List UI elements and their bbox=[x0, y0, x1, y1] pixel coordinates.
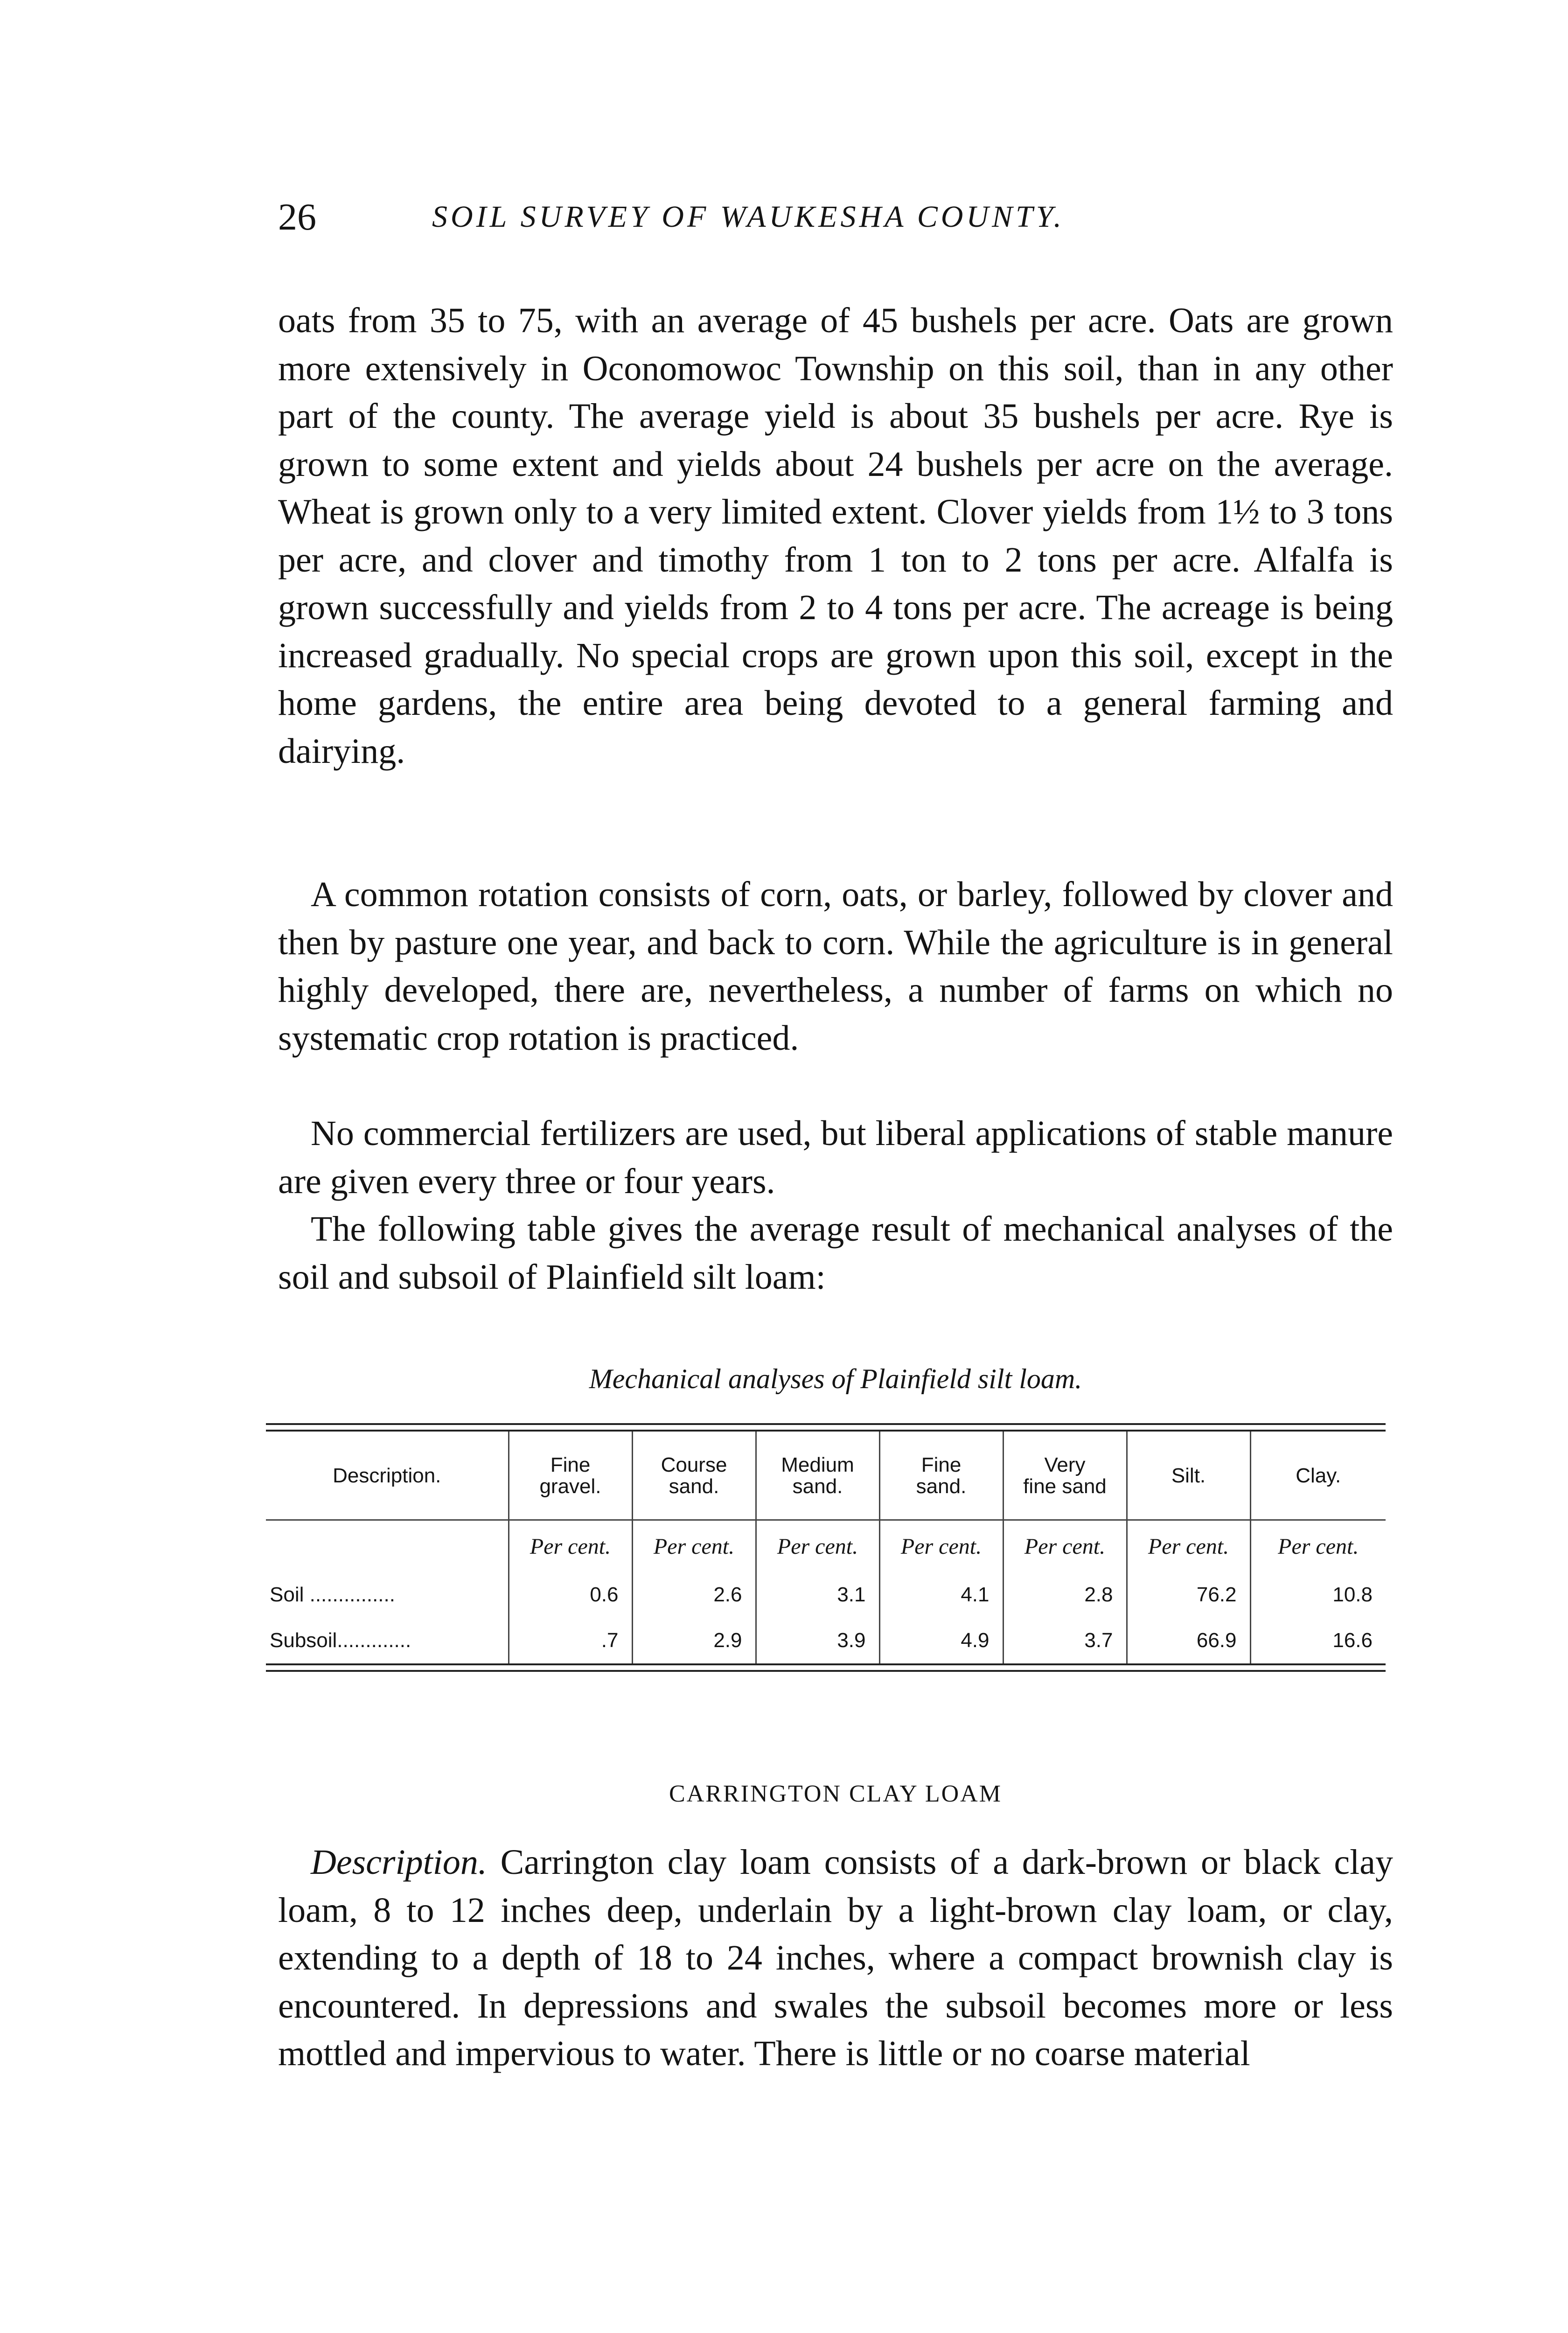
unit-cell: Per cent. bbox=[1003, 1521, 1127, 1572]
page-header bbox=[278, 196, 1211, 238]
value-cell: 3.7 bbox=[1003, 1618, 1127, 1663]
col-header-medium-sand bbox=[756, 1432, 879, 1520]
unit-cell: Per cent. bbox=[632, 1521, 756, 1572]
table-row-soil bbox=[266, 1572, 1386, 1618]
paragraph-rotation: A common rotation consists of corn, oats, or barley, followed by clover and then by pasture one year, and back to corn. While the agriculture is in general highly developed, there are, nevertheless, a number of farms on which no systematic crop rotation is practiced. bbox=[278, 875, 1393, 1058]
col-header-line: Very bbox=[1044, 1453, 1086, 1476]
value-cell: 0.6 bbox=[509, 1572, 632, 1618]
unit-cell: Per cent. bbox=[509, 1521, 632, 1572]
col-header-description: Description. bbox=[333, 1464, 441, 1487]
col-header-line: sand. bbox=[916, 1475, 967, 1498]
col-header-clay: Clay. bbox=[1250, 1432, 1386, 1520]
table-row-subsoil bbox=[266, 1618, 1386, 1663]
value-cell: .7 bbox=[509, 1618, 632, 1663]
value-cell: 4.1 bbox=[879, 1572, 1003, 1618]
units-label-cell bbox=[266, 1521, 509, 1572]
col-header-line: sand. bbox=[792, 1475, 843, 1498]
unit-cell: Per cent. bbox=[879, 1521, 1003, 1572]
value-cell: 2.9 bbox=[632, 1618, 756, 1663]
col-header-line: Fine bbox=[550, 1453, 591, 1476]
value-cell: 2.8 bbox=[1003, 1572, 1127, 1618]
col-header-line: gravel. bbox=[539, 1475, 601, 1498]
paragraph-fertilizers: No commercial fertilizers are used, but liberal applications of stable manure are given every three or four years. bbox=[278, 1114, 1393, 1201]
run-in-heading: Description. bbox=[311, 1843, 487, 1882]
col-header-line: Fine bbox=[921, 1453, 962, 1476]
unit-cell: Per cent. bbox=[1127, 1521, 1250, 1572]
col-header-fine-sand bbox=[879, 1432, 1003, 1520]
page-number: 26 bbox=[278, 196, 316, 238]
analysis-table bbox=[266, 1432, 1386, 1663]
value-cell: 16.6 bbox=[1250, 1618, 1386, 1663]
col-header-silt: Silt. bbox=[1127, 1432, 1250, 1520]
value-cell: 10.8 bbox=[1250, 1572, 1386, 1618]
units-row bbox=[266, 1521, 1386, 1572]
unit-cell: Per cent. bbox=[1250, 1521, 1386, 1572]
running-title: SOIL SURVEY OF WAUKESHA COUNTY. bbox=[432, 200, 1065, 234]
description-text: Carrington clay loam consists of a dark-brown or black clay loam, 8 to 12 inches deep, underlain by a light-brown clay loam, or clay, extending to a depth of 18 to 24 inches, where a compact brownish clay is encountered. In depressions and swales the subsoil becomes more or less mottled and impervious to water. There is little or no coarse material bbox=[278, 1843, 1393, 2073]
mechanical-analysis-table bbox=[266, 1423, 1386, 1672]
value-cell: 3.9 bbox=[756, 1618, 879, 1663]
col-header-line: Medium bbox=[781, 1453, 854, 1476]
col-header-very-fine-sand bbox=[1003, 1432, 1127, 1520]
table-top-rule bbox=[266, 1423, 1386, 1432]
section-heading: CARRINGTON CLAY LOAM bbox=[669, 1781, 1002, 1807]
table-header-row bbox=[266, 1432, 1386, 1520]
paragraph-crop-yields: oats from 35 to 75, with an average of 45 bushels per acre. Oats are grown more extensively in Oconomowoc Township on this soil, than in any other part of the county. The average yield is about 35 bushels per acre. Rye is grown to some extent and yields about 24 bushels per acre on the average. Wheat is grown only to a very limited extent. Clover yields from 1½ to 3 tons per acre, and clover and timothy from 1 ton to 2 tons per acre. Alfalfa is grown successfully and yields from 2 to 4 tons per acre. The acreage is being increased gradually. No special crops are grown upon this soil, except in the home gardens, the entire area being devoted to a general farming and dairying. bbox=[278, 301, 1393, 771]
value-cell: 66.9 bbox=[1127, 1618, 1250, 1663]
col-header-line: sand. bbox=[669, 1475, 719, 1498]
value-cell: 2.6 bbox=[632, 1572, 756, 1618]
col-header-fine-gravel bbox=[509, 1432, 632, 1520]
table-bottom-rule bbox=[266, 1663, 1386, 1672]
row-label: Subsoil............. bbox=[270, 1629, 411, 1652]
value-cell: 76.2 bbox=[1127, 1572, 1250, 1618]
value-cell: 4.9 bbox=[879, 1618, 1003, 1663]
paragraph-table-intro: The following table gives the average result of mechanical analyses of the soil and subsoil of Plainfield silt loam: bbox=[278, 1209, 1393, 1297]
value-cell: 3.1 bbox=[756, 1572, 879, 1618]
row-label: Soil ............... bbox=[270, 1583, 395, 1606]
unit-cell: Per cent. bbox=[756, 1521, 879, 1572]
col-header-line: fine sand bbox=[1023, 1475, 1107, 1498]
col-header-line: Course bbox=[661, 1453, 727, 1476]
table-caption: Mechanical analyses of Plainfield silt loam. bbox=[589, 1363, 1082, 1394]
col-header-course-sand bbox=[632, 1432, 756, 1520]
paragraph-description bbox=[278, 1838, 1393, 2078]
